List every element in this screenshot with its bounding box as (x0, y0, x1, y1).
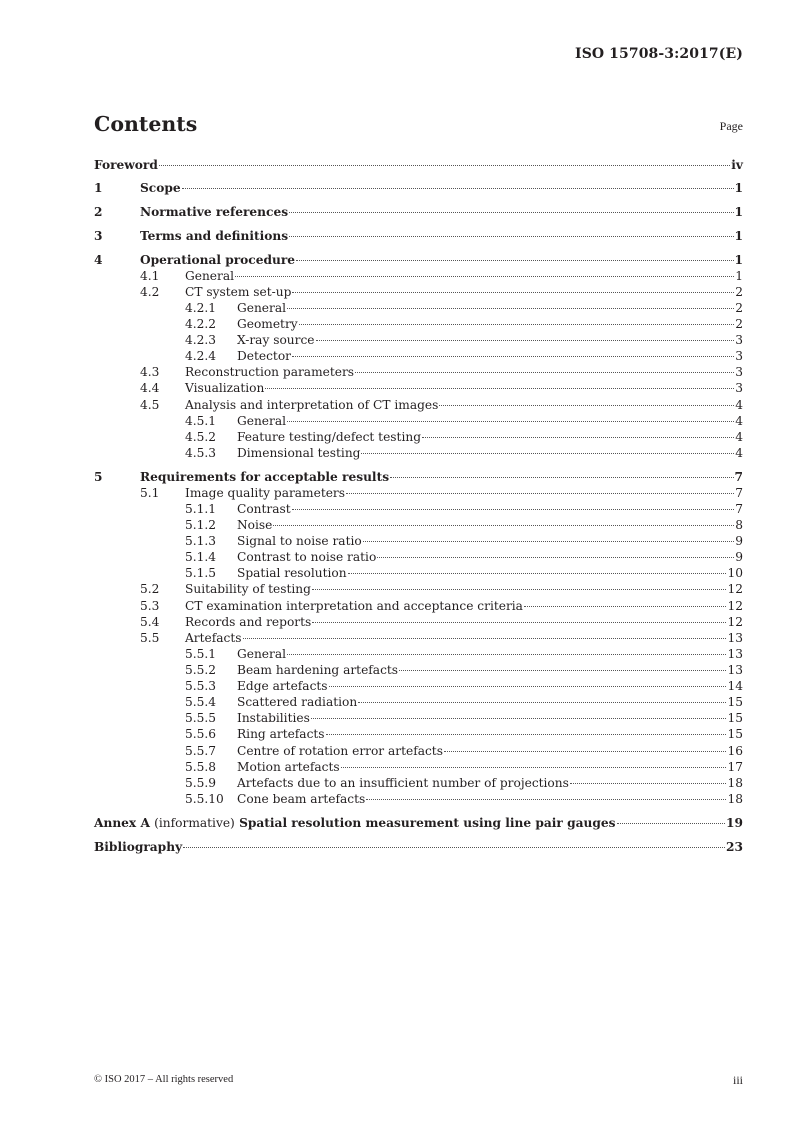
toc-entry-number: 1 (94, 181, 103, 195)
toc-entry[interactable] (94, 501, 743, 517)
dot-leader (296, 260, 733, 261)
toc-entry-number: 5.1.5 (185, 566, 217, 580)
toc-entry-page: 16 (727, 744, 743, 758)
toc-entry[interactable] (94, 549, 743, 565)
toc-entry-number: 4.5.1 (185, 414, 217, 428)
dot-leader (341, 767, 727, 768)
toc-entry[interactable] (94, 815, 743, 831)
toc-entry-number: 4.5.2 (185, 430, 217, 444)
dot-leader (358, 702, 726, 703)
toc-entry-page: 3 (735, 365, 743, 379)
toc-entry-number: 5.1.3 (185, 534, 217, 548)
dot-leader (377, 557, 734, 558)
toc-entry-title: Instabilities (237, 711, 310, 725)
dot-leader (348, 573, 727, 574)
dot-leader (287, 308, 734, 309)
toc-entry-page: 4 (735, 430, 743, 444)
toc-entry-page: 10 (727, 566, 743, 580)
dot-leader (439, 405, 734, 406)
toc-entry-number: 5.5.3 (185, 679, 217, 693)
toc-entry-page: iv (731, 158, 743, 172)
toc-entry-number: 5.1 (140, 486, 160, 500)
toc-entry-page: 1 (734, 205, 743, 219)
toc-entry[interactable] (94, 316, 743, 332)
document-header: ISO 15708-3:2017(E) (575, 46, 743, 62)
toc-entry-number: 4.5 (140, 398, 160, 412)
toc-entry-page: 1 (734, 181, 743, 195)
dot-leader (312, 622, 726, 623)
annex-label: Annex A (94, 816, 150, 830)
toc-entry[interactable] (94, 630, 743, 646)
toc-entry[interactable] (94, 678, 743, 694)
dot-leader (289, 236, 733, 237)
toc-entry-page: 23 (726, 840, 743, 854)
toc-entry-title: Cone beam artefacts (237, 792, 366, 806)
toc-entry-title: Spatial resolution (237, 566, 347, 580)
toc-entry-number: 5.5.9 (185, 776, 217, 790)
toc-entry[interactable] (94, 252, 743, 268)
toc-entry-page: 3 (735, 381, 743, 395)
toc-entry[interactable] (94, 445, 743, 461)
toc-entry-title: Beam hardening artefacts (237, 663, 399, 677)
dot-leader (316, 340, 735, 341)
toc-entry-number: 5.5.4 (185, 695, 217, 709)
toc-entry[interactable] (94, 300, 743, 316)
dot-leader (235, 276, 734, 277)
toc-entry-number: 4.2 (140, 285, 160, 299)
footer-page-number: iii (732, 1073, 743, 1087)
toc-entry[interactable] (94, 268, 743, 284)
annex-type: (informative) (154, 816, 235, 830)
toc-entry-title: Ring artefacts (237, 727, 325, 741)
dot-leader (289, 212, 733, 213)
toc-entry-number: 5.3 (140, 599, 160, 613)
toc-entry-title (94, 815, 616, 831)
toc-entry-page: 1 (734, 229, 743, 243)
toc-entry[interactable] (94, 380, 743, 396)
toc-entry-page: 2 (735, 285, 743, 299)
toc-entry-number: 4.3 (140, 365, 160, 379)
dot-leader (355, 372, 734, 373)
toc-entry[interactable] (94, 726, 743, 742)
toc-entry-title: General (237, 647, 286, 661)
toc-entry-title: Motion artefacts (237, 760, 340, 774)
toc-entry[interactable] (94, 614, 743, 630)
toc-entry[interactable] (94, 743, 743, 759)
toc-entry[interactable] (94, 565, 743, 581)
toc-entry-number: 4.2.1 (185, 301, 217, 315)
dot-leader (444, 751, 727, 752)
toc-entry-title: Feature testing/defect testing (237, 430, 421, 444)
toc-entry-number: 5.5.10 (185, 792, 224, 806)
toc-entry-title: Artefacts due to an insufficient number of projections (237, 776, 569, 790)
toc-entry-page: 12 (727, 615, 743, 629)
toc-entry-title: X-ray source (237, 333, 315, 347)
toc-entry-title: CT examination interpretation and acceptance criteria (185, 599, 523, 613)
toc-entry[interactable] (94, 533, 743, 549)
toc-entry-page: 18 (727, 792, 743, 806)
toc-entry-page: 12 (727, 582, 743, 596)
dot-leader (617, 823, 726, 824)
toc-entry[interactable] (94, 839, 743, 855)
toc-entry[interactable] (94, 364, 743, 380)
toc-entry-number: 5.1.2 (185, 518, 217, 532)
toc-entry-title: Reconstruction parameters (185, 365, 355, 379)
dot-leader (183, 847, 725, 848)
dot-leader (292, 356, 734, 357)
toc-entry-number: 5 (94, 470, 103, 484)
toc-entry[interactable] (94, 517, 743, 533)
toc-entry-title: Records and reports (185, 615, 312, 629)
annex-title: Spatial resolution measurement using line pair gauges (239, 816, 616, 830)
toc-entry-title: Requirements for acceptable results (140, 470, 390, 484)
toc-entry-number: 5.5 (140, 631, 160, 645)
dot-leader (390, 477, 733, 478)
toc-entry-number: 5.5.2 (185, 663, 217, 677)
toc-entry-title: Scattered radiation (237, 695, 358, 709)
toc-entry-page: 7 (734, 470, 743, 484)
toc-entry-title: Operational procedure (140, 253, 296, 267)
toc-entry[interactable] (94, 397, 743, 413)
dot-leader (243, 638, 727, 639)
toc-entry-number: 4.4 (140, 381, 160, 395)
toc-entry-page: 15 (727, 727, 743, 741)
dot-leader (159, 165, 730, 166)
toc-entry-title: Normative references (140, 205, 289, 219)
toc-entry-page: 7 (735, 502, 743, 516)
dot-leader (326, 734, 727, 735)
toc-entry-page: 18 (727, 776, 743, 790)
toc-entry-title: Foreword (94, 158, 158, 172)
dot-leader (361, 453, 734, 454)
toc-entry[interactable] (94, 694, 743, 710)
toc-entry[interactable] (94, 284, 743, 300)
toc-entry-page: 4 (735, 398, 743, 412)
toc-entry-number: 4.1 (140, 269, 160, 283)
toc-entry-page: 3 (735, 333, 743, 347)
toc-entry-title: Detector (237, 349, 291, 363)
toc-entry-title: Contrast to noise ratio (237, 550, 377, 564)
dot-leader (182, 188, 734, 189)
toc-entry-page: 15 (727, 711, 743, 725)
toc-entry[interactable] (94, 791, 743, 807)
toc-entry-title: Signal to noise ratio (237, 534, 362, 548)
toc-entry-number: 2 (94, 205, 103, 219)
toc-entry-title: Terms and definitions (140, 229, 289, 243)
toc-entry-number: 5.5.8 (185, 760, 217, 774)
toc-entry[interactable] (94, 598, 743, 614)
toc-entry-page: 2 (735, 317, 743, 331)
dot-leader (273, 525, 734, 526)
toc-entry-page: 14 (727, 679, 743, 693)
toc-entry-page: 1 (735, 269, 743, 283)
dot-leader (366, 799, 726, 800)
toc-entry-page: 9 (735, 534, 743, 548)
toc-entry-page: 13 (727, 647, 743, 661)
toc-entry-page: 7 (735, 486, 743, 500)
toc-entry-title: General (185, 269, 234, 283)
toc-entry-title: Edge artefacts (237, 679, 328, 693)
dot-leader (399, 670, 726, 671)
toc-entry-number: 4.2.4 (185, 349, 217, 363)
dot-leader (524, 606, 727, 607)
toc-entry[interactable] (94, 581, 743, 597)
toc-entry-page: 4 (735, 446, 743, 460)
toc-entry-number: 5.2 (140, 582, 160, 596)
toc-entry[interactable] (94, 429, 743, 445)
dot-leader (346, 493, 734, 494)
toc-entry-page: 8 (735, 518, 743, 532)
toc-entry[interactable] (94, 332, 743, 348)
footer-copyright: © ISO 2017 – All rights reserved (94, 1074, 234, 1085)
dot-leader (292, 292, 734, 293)
toc-entry-page: 19 (726, 816, 743, 830)
dot-leader (570, 783, 727, 784)
dot-leader (363, 541, 735, 542)
toc-entry-number: 4.2.3 (185, 333, 217, 347)
toc-entry[interactable] (94, 710, 743, 726)
toc-entry-title: Noise (237, 518, 273, 532)
toc-entry[interactable] (94, 775, 743, 791)
toc-entry-title: Scope (140, 181, 181, 195)
toc-entry[interactable] (94, 348, 743, 364)
toc-entry-page: 17 (727, 760, 743, 774)
toc-entry[interactable] (94, 662, 743, 678)
toc-entry[interactable] (94, 204, 743, 220)
toc-entry-number: 4.5.3 (185, 446, 217, 460)
toc-entry-title: Contrast (237, 502, 291, 516)
toc-entry-number: 5.5.6 (185, 727, 217, 741)
toc-entry-number: 5.5.5 (185, 711, 217, 725)
toc-entry-title: Dimensional testing (237, 446, 361, 460)
toc-entry-title: General (237, 301, 286, 315)
toc-entry-page: 12 (727, 599, 743, 613)
dot-leader (422, 437, 734, 438)
dot-leader (265, 388, 734, 389)
toc-entry-title: Suitability of testing (185, 582, 311, 596)
toc-entry-number: 3 (94, 229, 103, 243)
toc-entry[interactable] (94, 646, 743, 662)
toc-entry-page: 3 (735, 349, 743, 363)
toc-entry-title: Geometry (237, 317, 298, 331)
toc-entry-title: Analysis and interpretation of CT images (185, 398, 439, 412)
toc-entry-number: 4 (94, 253, 103, 267)
toc-entry[interactable] (94, 228, 743, 244)
toc-entry[interactable] (94, 180, 743, 196)
page-column-label: Page (719, 119, 743, 133)
toc-entry-page: 15 (727, 695, 743, 709)
toc-entry-title: General (237, 414, 286, 428)
dot-leader (287, 654, 726, 655)
toc-entry-page: 2 (735, 301, 743, 315)
toc-entry-page: 1 (734, 253, 743, 267)
toc-entry-title: Visualization (185, 381, 265, 395)
toc-entry-title: Centre of rotation error artefacts (237, 744, 443, 758)
toc-entry-title: Bibliography (94, 840, 183, 854)
toc-entry-page: 9 (735, 550, 743, 564)
dot-leader (312, 589, 727, 590)
toc-entry-number: 5.1.1 (185, 502, 217, 516)
toc-entry[interactable] (94, 759, 743, 775)
toc-entry-number: 5.5.7 (185, 744, 217, 758)
toc-entry-number: 5.4 (140, 615, 160, 629)
toc-entry-title: Image quality parameters (185, 486, 346, 500)
dot-leader (329, 686, 727, 687)
toc-entry-number: 5.1.4 (185, 550, 217, 564)
dot-leader (287, 421, 734, 422)
toc-entry[interactable] (94, 469, 743, 485)
toc-entry-number: 5.5.1 (185, 647, 217, 661)
toc-entry-number: 4.2.2 (185, 317, 217, 331)
toc-entry[interactable] (94, 485, 743, 501)
contents-title: Contents (94, 112, 198, 136)
toc-entry[interactable] (94, 157, 743, 173)
toc-entry-page: 13 (727, 663, 743, 677)
toc-entry-page: 13 (727, 631, 743, 645)
dot-leader (292, 509, 735, 510)
toc-entry-page: 4 (735, 414, 743, 428)
dot-leader (299, 324, 735, 325)
toc-entry-title: CT system set-up (185, 285, 292, 299)
toc-entry[interactable] (94, 413, 743, 429)
dot-leader (311, 718, 727, 719)
toc-entry-title: Artefacts (185, 631, 242, 645)
